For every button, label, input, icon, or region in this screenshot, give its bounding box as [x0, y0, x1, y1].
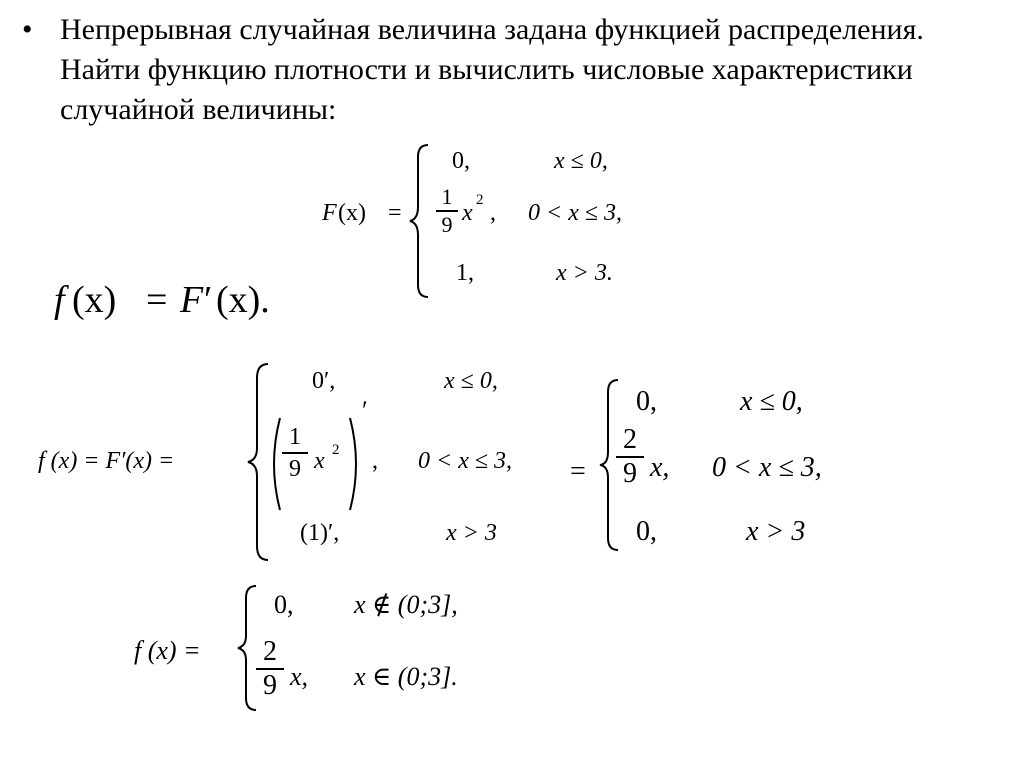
f2-case2-denominator: 9	[289, 456, 301, 482]
f3-case2-condition: x ∈ (0;3].	[354, 662, 458, 691]
f1-case3-condition: x > 3.	[556, 260, 613, 286]
bullet-marker: •	[22, 13, 33, 46]
f2-case1-condition: x ≤ 0,	[444, 368, 498, 394]
f2-case2-condition: 0 < x ≤ 3,	[418, 448, 513, 474]
f2b-case2-numerator: 2	[623, 424, 637, 455]
f2b-case2-denominator: 9	[623, 458, 637, 489]
f2-case2-comma: ,	[372, 448, 378, 474]
def-F: F	[180, 279, 204, 321]
f3-left-brace	[236, 584, 258, 712]
f3-case2-x: x,	[290, 662, 309, 691]
f3-case1-value: 0,	[274, 590, 294, 619]
left-paren	[266, 416, 282, 512]
def-prime: ′	[204, 279, 213, 321]
f1-case2-numerator: 1	[441, 184, 453, 209]
f3-lhs: f (x) =	[134, 636, 201, 665]
def-f: f	[54, 279, 65, 321]
def-arg: (x)	[72, 279, 117, 321]
f2b-case2-fraction	[616, 424, 644, 490]
f2b-case2-condition: 0 < x ≤ 3,	[712, 452, 822, 483]
f2-case3-condition: x > 3	[446, 520, 497, 546]
f1-case1-value: 0,	[452, 148, 470, 174]
f2-lhs: f (x) = F′(x) =	[38, 448, 175, 474]
f2-case3-value: (1)′,	[300, 520, 340, 546]
f2b-case2-x: x,	[650, 452, 670, 483]
f2-second-equals: =	[570, 456, 586, 487]
f1-case2-denominator: 9	[441, 212, 453, 237]
f1-left-brace	[408, 143, 430, 299]
f2-case2-exponent: 2	[332, 442, 340, 458]
def-equals: =	[146, 279, 168, 321]
f3-case2-numerator: 2	[263, 636, 277, 667]
right-paren	[348, 416, 364, 512]
f2b-case1-value: 0,	[636, 386, 657, 417]
f1-case2-condition: 0 < x ≤ 3,	[528, 200, 623, 226]
f2b-case3-value: 0,	[636, 516, 657, 547]
f1-case3-value: 1,	[456, 260, 474, 286]
f3-case2-fraction	[256, 636, 284, 702]
f3-case1-condition: x ∉ (0;3],	[354, 590, 458, 619]
f1-lhs-F: F	[322, 200, 337, 226]
f1-equals: =	[388, 200, 402, 226]
f2-case2-numerator: 1	[289, 424, 301, 450]
f2-case2-prime: ′	[362, 396, 368, 425]
f3-case2-denominator: 9	[263, 670, 277, 701]
f2-case2-fraction	[282, 422, 308, 484]
f2b-case3-condition: x > 3	[746, 516, 806, 547]
f1-case2-x: x	[462, 200, 473, 226]
f2b-case1-condition: x ≤ 0,	[740, 386, 803, 417]
f1-case2-fraction	[436, 184, 458, 238]
f1-case1-condition: x ≤ 0,	[554, 148, 608, 174]
def-arg2: (x).	[216, 279, 270, 321]
f2-case1-value: 0′,	[312, 368, 336, 394]
problem-statement: Непрерывная случайная величина задана функцией распределения. Найти функцию плотности и вычислить числовые характеристики случайной величины:	[60, 13, 924, 126]
f1-case2-comma: ,	[490, 200, 496, 226]
f1-lhs-arg: (x)	[338, 200, 366, 226]
f1-case2-exponent: 2	[476, 192, 484, 208]
f2-case2-x: x	[314, 448, 325, 474]
